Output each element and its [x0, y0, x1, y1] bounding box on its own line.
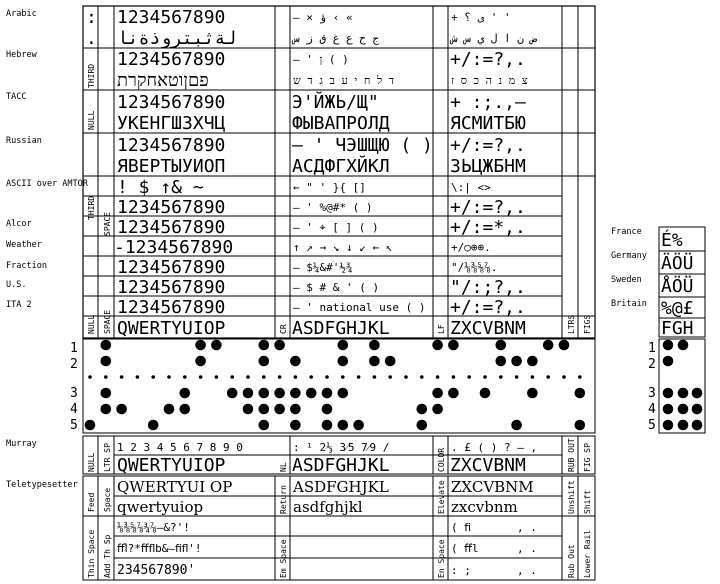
tape-hole: [322, 420, 333, 431]
sprocket-hole: [167, 375, 171, 379]
sprocket-hole: [294, 375, 298, 379]
tape-hole: [448, 340, 459, 351]
tape-hole: [527, 388, 538, 399]
murray-null: NULL: [87, 452, 96, 472]
sprocket-hole: [546, 375, 550, 379]
tape-hole: [543, 340, 554, 351]
murray-color: COLOR: [437, 447, 446, 472]
label-hebrew: Hebrew: [6, 50, 37, 60]
tts-row2-b: asdfghjkl: [293, 498, 363, 516]
tape-hole: [663, 388, 674, 399]
nums-row-6: УКЕНГШЗХЧЦ: [117, 113, 226, 134]
sprocket-hole: [388, 375, 392, 379]
tape-hole: [480, 388, 491, 399]
right-row-2: ض ن ا ل ي س ش: [451, 32, 538, 45]
tape-hole: [338, 420, 349, 431]
tape-row-labels: [70, 341, 656, 433]
tts-lower-rail: Lower Rail: [583, 529, 592, 578]
tape-hole: [101, 388, 112, 399]
tape-hole: [385, 356, 396, 367]
tts-en-space: En Space: [437, 539, 446, 578]
nums-row-1: 1234567890: [117, 7, 226, 28]
tts-row1-a: QWERTYUI OP: [117, 478, 233, 496]
sprocket-hole: [531, 375, 535, 379]
punch-dot: .: [86, 28, 97, 49]
sprocket-hole: [309, 375, 313, 379]
tape-hole: [274, 388, 285, 399]
tape-right-label-2: 2: [648, 357, 656, 372]
tape-hole: [663, 420, 674, 431]
sprocket-hole: [499, 375, 503, 379]
tape-hole: [575, 420, 586, 431]
nums-row-14: 1234567890: [117, 277, 226, 298]
extra-fgh: FGH: [661, 318, 694, 339]
tts-row5-c: , .: [517, 564, 537, 577]
tape-hole: [195, 340, 206, 351]
tape-hole: [259, 388, 270, 399]
sprocket-hole: [183, 375, 187, 379]
extra-britain: %@£: [661, 298, 694, 319]
sprocket-hole: [262, 375, 266, 379]
tts-thin-space: Thin Space: [87, 529, 96, 578]
side-null-bot: NULL: [87, 314, 96, 334]
tts-row2-a: qwertyuiop: [117, 498, 204, 516]
right-extra-text: [661, 229, 694, 339]
nums-row-2: لةثبتروذةنا: [117, 28, 237, 49]
tts-row1-c: ZXCVBNM: [451, 478, 534, 496]
tts-row4-c: , .: [517, 542, 537, 555]
tts-elevate: Elevate: [437, 480, 446, 514]
murray-nums: 1 2 3 4 5 6 7 8 9 0: [117, 441, 243, 454]
nums-row-12: -1234567890: [114, 237, 234, 258]
tape-hole: [274, 340, 285, 351]
right-row-6: ЯСМИТБЮ: [450, 113, 526, 134]
murray-ltr-sp: LTR SP: [103, 443, 112, 472]
sprocket-hole: [246, 375, 250, 379]
right-row-5: + :;.,–: [450, 92, 526, 113]
sprocket-hole: [120, 375, 124, 379]
mid-row-13: – $¼&#'½¾: [293, 261, 353, 274]
tape-hole: [692, 420, 703, 431]
label-fraction: Fraction: [6, 261, 47, 271]
murray-text: [87, 438, 592, 476]
side-figs: FIGS: [583, 314, 592, 334]
label-weather: Weather: [6, 240, 42, 250]
label-germany: Germany: [611, 251, 647, 261]
extra-sweden: ÅÖÜ: [661, 276, 694, 297]
right-row-4: צ מ נ ה כ ס ז: [451, 74, 528, 87]
mid-row-3: – ' ן ( ): [293, 53, 349, 66]
tape-label-3: 3: [70, 386, 78, 401]
side-third-top: THIRD: [87, 63, 96, 88]
nums-row-8: ЯВЕРТЫУИОП: [117, 156, 226, 177]
mid-row-10: – ' %@#* ( ): [293, 201, 373, 214]
tape-hole: [432, 340, 443, 351]
sprocket-hole: [88, 375, 92, 379]
sprocket-hole: [515, 375, 519, 379]
right-labels: [611, 227, 647, 309]
tape-hole: [322, 388, 333, 399]
tape-hole: [259, 340, 270, 351]
tape-hole: [116, 404, 127, 415]
tape-hole: [290, 388, 301, 399]
tape-label-2: 2: [70, 357, 78, 372]
tape-right-label-3: 3: [648, 386, 656, 401]
extra-france: É%: [661, 230, 683, 251]
sprocket-hole: [341, 375, 345, 379]
label-ita2: ITA 2: [6, 300, 32, 310]
mid-row-14: – $ # & ' ( ): [293, 281, 380, 294]
tape-hole: [101, 340, 112, 351]
tape-hole: [432, 404, 443, 415]
nums-row-16: QWERTYUIOP: [117, 318, 226, 339]
tape-hole: [101, 356, 112, 367]
tts-shift: Shift: [583, 489, 592, 514]
main-numbers-column: [114, 7, 236, 339]
tape-hole: [527, 356, 538, 367]
main-mid-column: [291, 11, 433, 339]
side-lf: LF: [437, 324, 446, 334]
mid-row-4: ד ל ח י ע ב ג ד ש: [293, 74, 395, 87]
sprocket-hole: [357, 375, 361, 379]
label-tacc: TACC: [6, 92, 27, 102]
tape-hole: [243, 404, 254, 415]
mid-row-15: – ' national use ( ): [293, 301, 426, 314]
tts-row4-b: ( ﬀl: [451, 542, 479, 555]
tape-hole: [678, 340, 689, 351]
tts-row5-b: : ;: [451, 564, 471, 577]
label-russian: Russian: [6, 136, 42, 146]
murray-letters3: ZXCVBNM: [450, 455, 526, 476]
tape-hole: [663, 356, 674, 367]
murray-fracs: : ¹ 2⅓ 3⁄5 7⁄9 /: [293, 441, 390, 454]
tts-row3-c: , .: [517, 521, 537, 534]
tts-em-space: Em Space: [279, 539, 288, 578]
murray-fig-sp: FIG SP: [583, 443, 592, 472]
tape-hole: [243, 388, 254, 399]
label-sweden: Sweden: [611, 275, 642, 285]
mid-row-6: ФЫВАПРОЛД: [292, 113, 390, 134]
tts-row5-a: 234567890': [117, 563, 196, 578]
nums-row-10: 1234567890: [117, 197, 226, 218]
tape-hole: [417, 404, 428, 415]
mid-row-11: – ' ⌖ [ ] ( ): [293, 221, 379, 234]
tts-rub-out: Rub Out: [567, 544, 576, 578]
mid-row-5: Э'ЙЖЬ/Щ": [292, 92, 379, 113]
tape-hole: [259, 356, 270, 367]
tape-hole: [101, 404, 112, 415]
mid-row-1: – × ؤ ‹ «: [293, 11, 353, 24]
nums-row-15: 1234567890: [117, 297, 226, 318]
tts-row1-b: ASDFGHJKL: [293, 478, 389, 496]
sprocket-hole: [578, 375, 582, 379]
mid-row-7: – ' ЧЭШЩЮ ( ): [292, 135, 433, 156]
tape-hole: [164, 404, 175, 415]
right-row-14: "/:;?,.: [450, 277, 526, 298]
tape-hole: [290, 404, 301, 415]
tts-return: Return: [279, 485, 288, 514]
side-ltrs: LTRS: [567, 314, 576, 334]
tape-hole: [338, 388, 349, 399]
tts-text: [87, 478, 592, 578]
mid-row-8: АСДФГХЙКЛ: [292, 156, 390, 177]
tape-hole: [448, 388, 459, 399]
tape-hole: [211, 340, 222, 351]
tape-hole: [678, 420, 689, 431]
tape-label-1: 1: [70, 341, 78, 356]
sprocket-hole: [199, 375, 203, 379]
tape-hole: [663, 340, 674, 351]
tts-feed: Feed: [87, 492, 96, 512]
sprocket-hole: [436, 375, 440, 379]
tape-right-label-1: 1: [648, 341, 656, 356]
nums-row-13: 1234567890: [117, 257, 226, 278]
mid-row-2: ج ح ع غ ق ز س: [293, 32, 380, 45]
mid-row-9: ← " ' }{ []: [293, 181, 366, 194]
murray-letters1: QWERTYUIOP: [117, 455, 226, 476]
tape-hole: [417, 420, 428, 431]
tape-hole: [180, 388, 191, 399]
nums-row-11: 1234567890: [117, 217, 226, 238]
tape-label-4: 4: [70, 402, 78, 417]
tts-row2-c: zxcvbnm: [451, 498, 518, 516]
sprocket-hole: [562, 375, 566, 379]
right-row-11: +/:=*,.: [450, 217, 526, 238]
tape-holes: [85, 340, 703, 431]
tape-hole: [338, 356, 349, 367]
tape-hole: [338, 340, 349, 351]
label-murray: Murray: [6, 439, 37, 449]
right-row-1: + ى ؟ ' ': [451, 11, 511, 24]
mid-row-12: ↑ ↗ → ↘ ↓ ↙ ← ↖: [293, 241, 393, 254]
tape-frame: [83, 339, 705, 433]
tape-hole: [322, 404, 333, 415]
tts-space: Space: [103, 487, 112, 512]
tape-hole: [259, 420, 270, 431]
tape-hole: [274, 404, 285, 415]
label-britain: Britain: [611, 299, 647, 309]
nums-row-3: 1234567890: [117, 49, 226, 70]
tape-hole: [306, 388, 317, 399]
tts-add-th-sp: Add Th Sp: [103, 534, 112, 578]
tape-hole: [511, 356, 522, 367]
sprocket-hole: [278, 375, 282, 379]
tape-hole: [290, 420, 301, 431]
murray-letters2: ASDFGHJKL: [292, 455, 390, 476]
sprocket-hole: [483, 375, 487, 379]
side-null-top: NULL: [87, 110, 96, 130]
tape-hole: [511, 420, 522, 431]
sprocket-hole: [325, 375, 329, 379]
tts-row4-a: ﬄ?*ﬀﬂb&–ﬁﬂ'!: [117, 542, 202, 555]
tape-hole: [85, 420, 96, 431]
tape-right-label-5: 5: [648, 418, 656, 433]
tape-hole: [290, 356, 301, 367]
sprocket-hole: [467, 375, 471, 379]
tape-hole: [195, 356, 206, 367]
murray-nl: NL: [279, 462, 288, 472]
mid-row-16: ASDFGHJKL: [292, 318, 390, 339]
tts-row3-a: ⅛⅜⅝⅞¾⅞–&?'!: [117, 521, 190, 534]
nums-row-4: פםןוטאחקרת: [117, 70, 209, 91]
right-row-13: "/⅛⅜⅝⅞.: [451, 261, 498, 274]
label-ascii: ASCII over AMTOR: [6, 179, 88, 189]
nums-row-9: ! $ ↑& ~: [117, 177, 204, 198]
sprocket-hole: [373, 375, 377, 379]
tape-hole: [180, 404, 191, 415]
tape-hole: [663, 404, 674, 415]
tape-label-5: 5: [70, 418, 78, 433]
tts-unshift: Unshift: [567, 480, 576, 514]
murray-syms: . £ ( ) ? – ,: [451, 441, 538, 454]
tape-hole: [227, 388, 238, 399]
sprocket-hole: [452, 375, 456, 379]
right-row-15: +/:=?,.: [450, 297, 526, 318]
tape-hole: [692, 404, 703, 415]
label-alcor: Alcor: [6, 219, 32, 229]
right-row-16: ZXCVBNM: [450, 318, 526, 339]
right-row-3: +/:=?,.: [450, 49, 526, 70]
tape-hole: [353, 420, 364, 431]
tape-hole: [369, 340, 380, 351]
sprocket-hole: [404, 375, 408, 379]
tape-hole: [496, 356, 507, 367]
label-arabic: Arabic: [6, 9, 37, 19]
tape-hole: [148, 420, 159, 431]
right-row-7: +/:=?,.: [450, 135, 526, 156]
main-right-column: [449, 11, 537, 339]
nums-row-5: 1234567890: [117, 92, 226, 113]
left-punch-column: [86, 7, 97, 49]
right-row-10: +/:=?,.: [450, 197, 526, 218]
tape-hole: [369, 356, 380, 367]
tape-hole: [678, 404, 689, 415]
sprocket-hole: [136, 375, 140, 379]
tape-hole: [496, 340, 507, 351]
tape-right-label-4: 4: [648, 402, 656, 417]
tts-row3-b: ( ﬁ: [451, 521, 471, 534]
label-teletypesetter: Teletypesetter: [6, 480, 78, 490]
tape-hole: [678, 388, 689, 399]
punch-colon: :: [86, 7, 97, 28]
label-france: France: [611, 227, 642, 237]
tape-hole: [259, 404, 270, 415]
side-space-mid: SPACE: [103, 211, 112, 236]
sprocket-hole: [215, 375, 219, 379]
tape-hole: [559, 340, 570, 351]
sprocket-hole: [230, 375, 234, 379]
side-cr: CR: [279, 324, 288, 334]
tape-hole: [575, 388, 586, 399]
sprocket-hole: [420, 375, 424, 379]
side-third-mid: THIRD: [87, 195, 96, 220]
right-row-9: \:| <>: [451, 181, 491, 194]
right-row-8: ЗЬЦЖБНМ: [450, 156, 526, 177]
tape-hole: [692, 388, 703, 399]
side-space-bot: SPACE: [103, 309, 112, 334]
right-row-12: +/○⊕⊕.: [451, 241, 491, 254]
sprocket-hole: [104, 375, 108, 379]
label-us: U.S.: [6, 280, 27, 290]
murray-rub-out: RUB OUT: [567, 438, 576, 472]
sprocket-hole: [151, 375, 155, 379]
extra-germany: ÄÖÜ: [661, 253, 694, 274]
nums-row-7: 1234567890: [117, 135, 226, 156]
tape-hole: [432, 388, 443, 399]
